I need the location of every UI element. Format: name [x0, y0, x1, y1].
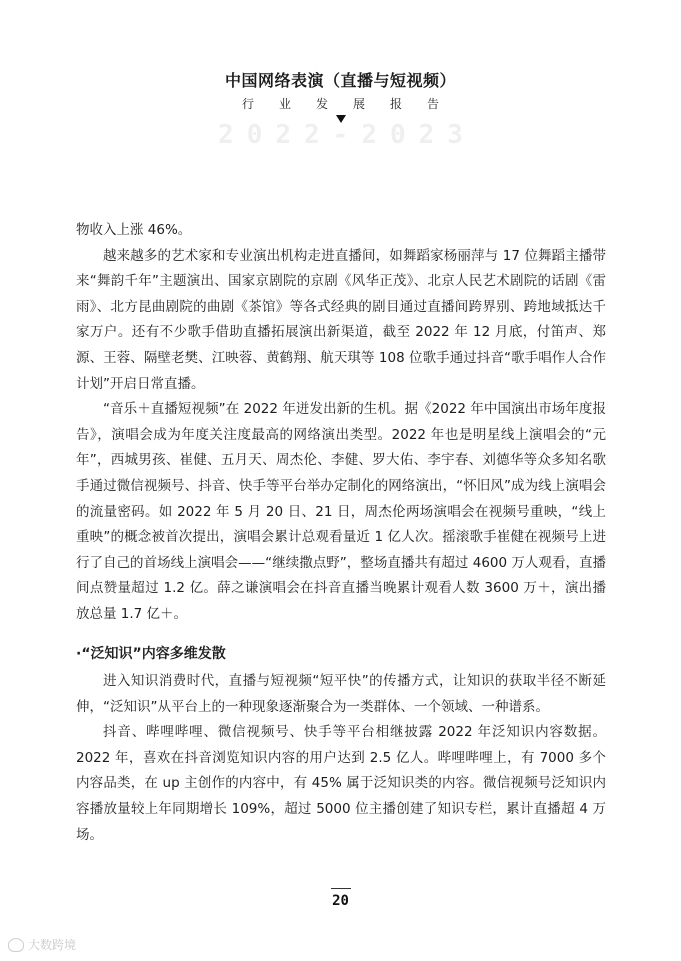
weibo-logo-icon: [8, 938, 24, 952]
page-number: 20: [332, 893, 349, 909]
paragraph: 越来越多的艺术家和专业演出机构走进直播间，如舞蹈家杨丽萍与 17 位舞蹈主播带来“舞韵千年”主题演出、国家京剧院的京剧《风华正茂》、北京人民艺术剧院的话剧《雷雨》、北方昆曲剧院的曲剧《茶馆》等各式经典的剧目通过直播间跨界别、跨地域抵达千家万户。还有不少歌手借助直播拓展演出新渠道，截至 2022 年 12 月底，付笛声、郑源、王蓉、隔壁老樊、江映蓉、黄鹤翔、航天琪等 108 位歌手通过抖音“歌手唱作人合作计划”开启日常直播。: [76, 247, 606, 392]
footer-rule: [331, 888, 351, 889]
paragraph: 进入知识消费时代，直播与短视频“短平快”的传播方式，让知识的获取半径不断延伸，“泛知识”从平台上的一种现象逐渐聚合为一类群体、一个领域、一种谱系。: [76, 673, 606, 715]
report-years: 2022-2023: [218, 120, 476, 150]
report-title: 中国网络表演（直播与短视频）: [224, 71, 456, 90]
report-subtitle: 行业发展报告: [241, 97, 464, 111]
page-footer: [0, 888, 681, 909]
report-header: [0, 70, 681, 149]
article-body: [76, 218, 606, 848]
paragraph: 抖音、哔哩哔哩、微信视频号、快手等平台相继披露 2022 年泛知识内容数据。2022 年，喜欢在抖音浏览知识内容的用户达到 2.5 亿人。哔哩哔哩上，有 7000 多个内容品类，在 up 主创作的内容中，有 45% 属于泛知识类的内容。微信视频号泛知识内容播放量较上年同期增长 109%，超过 5000 位主播创建了知识专栏，累计直播超 4 万场。: [76, 724, 606, 843]
section-heading: ·“泛知识”内容多维发散: [76, 645, 226, 662]
watermark-text: 大数跨境: [28, 938, 77, 952]
paragraph: “音乐＋直播短视频”在 2022 年迸发出新的生机。据《2022 年中国演出市场年度报告》，演唱会成为年度关注度最高的网络演出类型。2022 年也是明星线上演唱会的“元年”，西城男孩、崔健、五月天、周杰伦、李健、罗大佑、李宇春、刘德华等众多知名歌手通过微信视频号、抖音、快手等平台举办定制化的网络演出，“怀旧风”成为线上演唱会的流量密码。如 2022 年 5 月 20 日、21 日，周杰伦两场演唱会在视频号重映，“线上重映”的概念被首次提出，演唱会累计总观看量近 1 亿人次。摇滚歌手崔健在视频号上进行了自己的首场线上演唱会——“继续撒点野”，整场直播共有超过 4600 万人观看，直播间点赞量超过 1.2 亿。薛之谦演唱会在抖音直播当晚累计观看人数 3600 万＋，演出播放总量 1.7 亿＋。: [76, 401, 606, 622]
paragraph: 物收入上涨 46%。: [76, 222, 192, 238]
watermark: [8, 936, 76, 953]
